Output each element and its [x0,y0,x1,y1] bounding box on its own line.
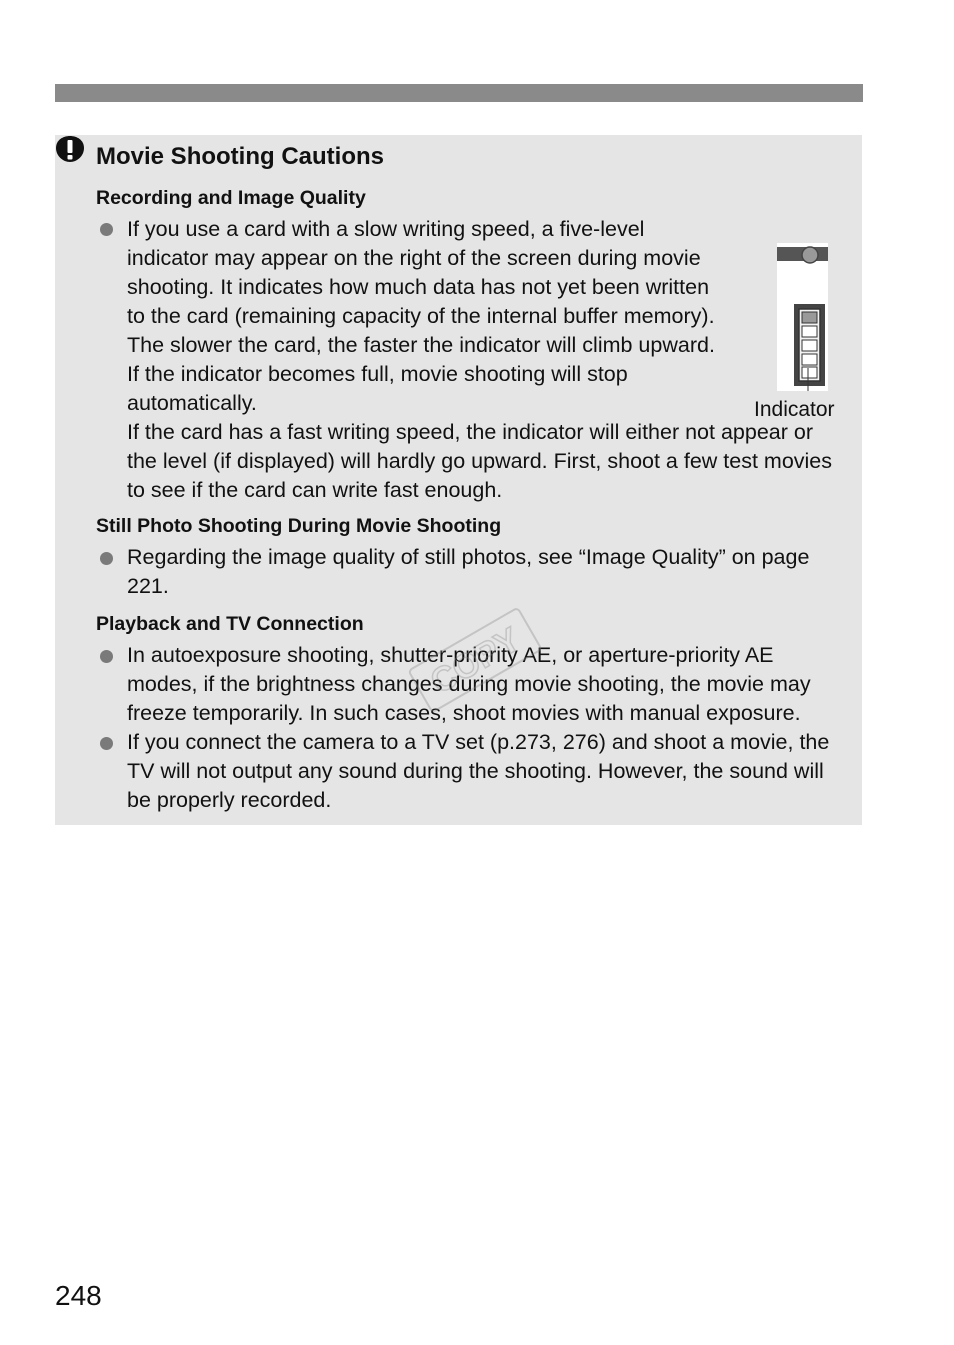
section-heading-recording: Recording and Image Quality [96,187,366,209]
watermark-text: COPY [424,620,527,702]
bullet-icon [100,650,113,663]
section-heading-playback: Playback and TV Connection [96,613,364,635]
exclamation-warning-icon [55,135,85,165]
section-heading-still-photo: Still Photo Shooting During Movie Shooting [96,515,502,537]
indicator-label: Indicator [754,398,835,421]
bullet-icon [100,223,113,236]
buffer-level-indicator-icon [777,243,828,391]
playback-paragraph-2: If you connect the camera to a TV set (p.273, 276) and shoot a movie, the TV will not output any sound during the shooting. However, the sound will be properly recorded. [127,730,830,812]
bullet-icon [100,737,113,750]
bullet-icon [100,552,113,565]
page-number: 248 [55,1280,102,1311]
copy-watermark-icon [390,600,560,720]
still-photo-paragraph: Regarding the image quality of still photos, see “Image Quality” on page 221. [127,545,810,598]
playback-paragraph-1: In autoexposure shooting, shutter-priority AE, or aperture-priority AE modes, if the brightness changes during movie shooting, the movie may freeze temporarily. In such cases, shoot movies with manual exposure. [127,643,811,725]
header-bar [55,84,863,102]
recording-paragraph: If you use a card with a slow writing speed, a five-level indicator may appear on the right of the screen during movie shooting. It indicates how much data has not yet been written to the card (remaining capacity of the internal buffer memory). The slower the card, the faster the indicator will climb upward. If the indicator becomes full, movie shooting will stop automatically. [127,217,715,415]
recording-paragraph-continued: If the card has a fast writing speed, the indicator will either not appear or the level (if displayed) will hardly go upward. First, shoot a few test movies to see if the card can write fast enough. [127,420,833,502]
caution-title: Movie Shooting Cautions [96,143,384,170]
